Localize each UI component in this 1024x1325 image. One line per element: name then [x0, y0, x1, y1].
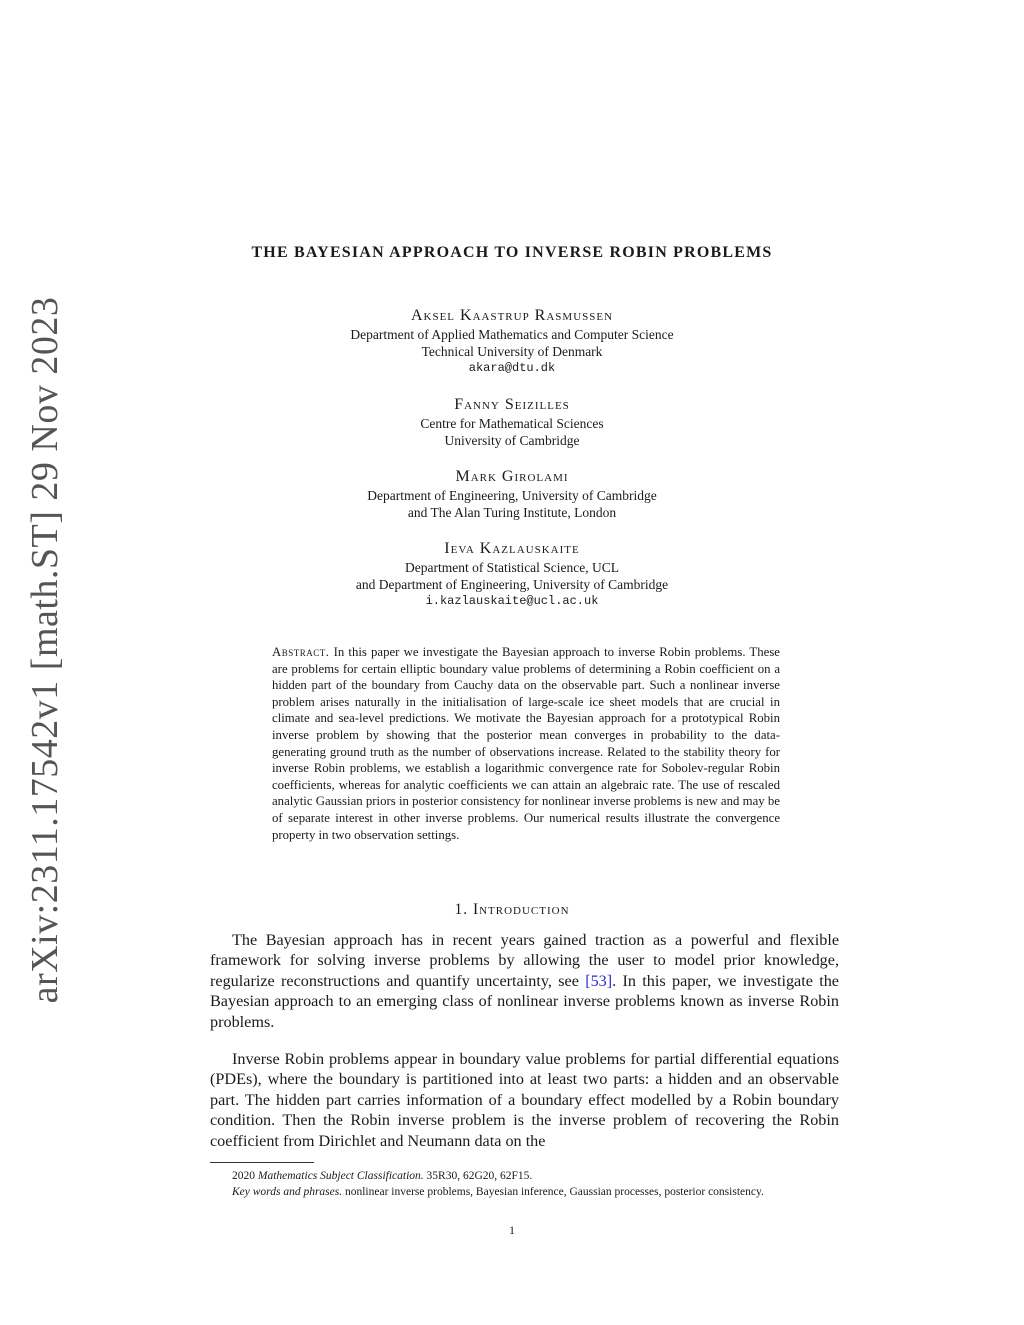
author-4 — [0, 539, 1024, 610]
intro-paragraph-2: Inverse Robin problems appear in boundary value problems for partial differential equations (PDEs), where the boundary is partitioned into at least two parts: a hidden and an observable part. The hidden part carries information of a boundary effect modelled by a Robin boundary condition. Then the Robin inverse problem is the inverse problem of recovering the Robin coefficient from Dirichlet and Neumann data on the — [210, 1050, 839, 1150]
paragraph-text: . In this paper, we investigate the Bayesian approach to an emerging class of nonlinear inverse problems known as inverse Robin problems. — [210, 971, 839, 1031]
author-affiliation: Centre for Mathematical Sciences — [420, 416, 604, 431]
footnotes — [210, 1168, 839, 1200]
author-affiliation: University of Cambridge — [444, 433, 580, 448]
author-affiliation: Department of Statistical Science, UCL — [404, 560, 620, 575]
footnote-rule — [210, 1162, 314, 1163]
author-2 — [0, 395, 1024, 449]
section-title: Introduction — [472, 901, 570, 918]
section-number: 1. — [454, 901, 469, 918]
author-block — [0, 306, 1024, 628]
author-3 — [0, 467, 1024, 521]
paragraph-text: The Bayesian approach has in recent years gained traction as a powerful and flexible framework for solving inverse problems by allowing the user to model prior knowledge, regularize reconstructions and quantify uncertainty, see — [210, 931, 839, 990]
page-number: 1 — [509, 1223, 515, 1237]
author-affiliation: Department of Engineering, University of Cambridge — [367, 488, 657, 503]
citation-link[interactable]: [53] — [585, 971, 613, 990]
msc-label: Mathematics Subject Classification. — [257, 1170, 424, 1182]
footnote-keywords — [210, 1184, 839, 1200]
footnote-msc — [210, 1168, 839, 1184]
author-affiliation: and Department of Engineering, University of Cambridge — [355, 577, 669, 592]
author-1 — [0, 306, 1024, 377]
keywords-text: nonlinear inverse problems, Bayesian inference, Gaussian processes, posterior consistency. — [344, 1186, 764, 1198]
intro-paragraph-1 — [210, 930, 839, 1032]
msc-year: 2020 — [232, 1170, 255, 1182]
keywords-label: Key words and phrases. — [232, 1186, 343, 1198]
abstract-label: Abstract. — [272, 645, 330, 659]
msc-codes: 35R30, 62G20, 62F15. — [426, 1170, 533, 1182]
arxiv-id-text: arXiv:2311.17542v1 [math.ST] 29 Nov 2023 — [24, 296, 66, 1004]
author-affiliation: and The Alan Turing Institute, London — [407, 505, 617, 520]
author-affiliation: Technical University of Denmark — [421, 344, 603, 359]
author-affiliation: Department of Applied Mathematics and Computer Science — [350, 327, 674, 342]
author-name: Fanny Seizilles — [454, 396, 570, 413]
section-heading — [0, 901, 1024, 919]
paper-title: THE BAYESIAN APPROACH TO INVERSE ROBIN PROBLEMS — [251, 244, 773, 261]
abstract-text: In this paper we investigate the Bayesian approach to inverse Robin problems. These are problems for certain elliptic boundary value problems of determining a Robin coefficient on a hidden part of the boundary from Cauchy data on the observable part. Such a nonlinear inverse problem arises naturally in the initialisation of large-scale ice sheet models that are crucial in climate and sea-level predictions. We motivate the Bayesian approach for a prototypical Robin inverse problem by showing that the posterior mean converges in probability to the data-generating ground truth as the number of observations increase. Related to the stability theory for inverse Robin problems, we establish a logarithmic convergence rate for Sobolev-regular Robin coefficients, whereas for analytic coefficients we can attain an algebraic rate. The use of rescaled analytic Gaussian priors in posterior consistency for nonlinear inverse problems is new and may be of separate interest in other inverse problems. Our numerical results illustrate the convergence property in two observation settings. — [272, 645, 780, 842]
author-name: Mark Girolami — [455, 468, 569, 485]
abstract — [272, 644, 780, 843]
author-email[interactable]: akara@dtu.dk — [468, 361, 556, 375]
author-name: Ieva Kazlauskaite — [444, 540, 580, 557]
author-email[interactable]: i.kazlauskaite@ucl.ac.uk — [425, 594, 599, 608]
author-name: Aksel Kaastrup Rasmussen — [410, 307, 614, 324]
